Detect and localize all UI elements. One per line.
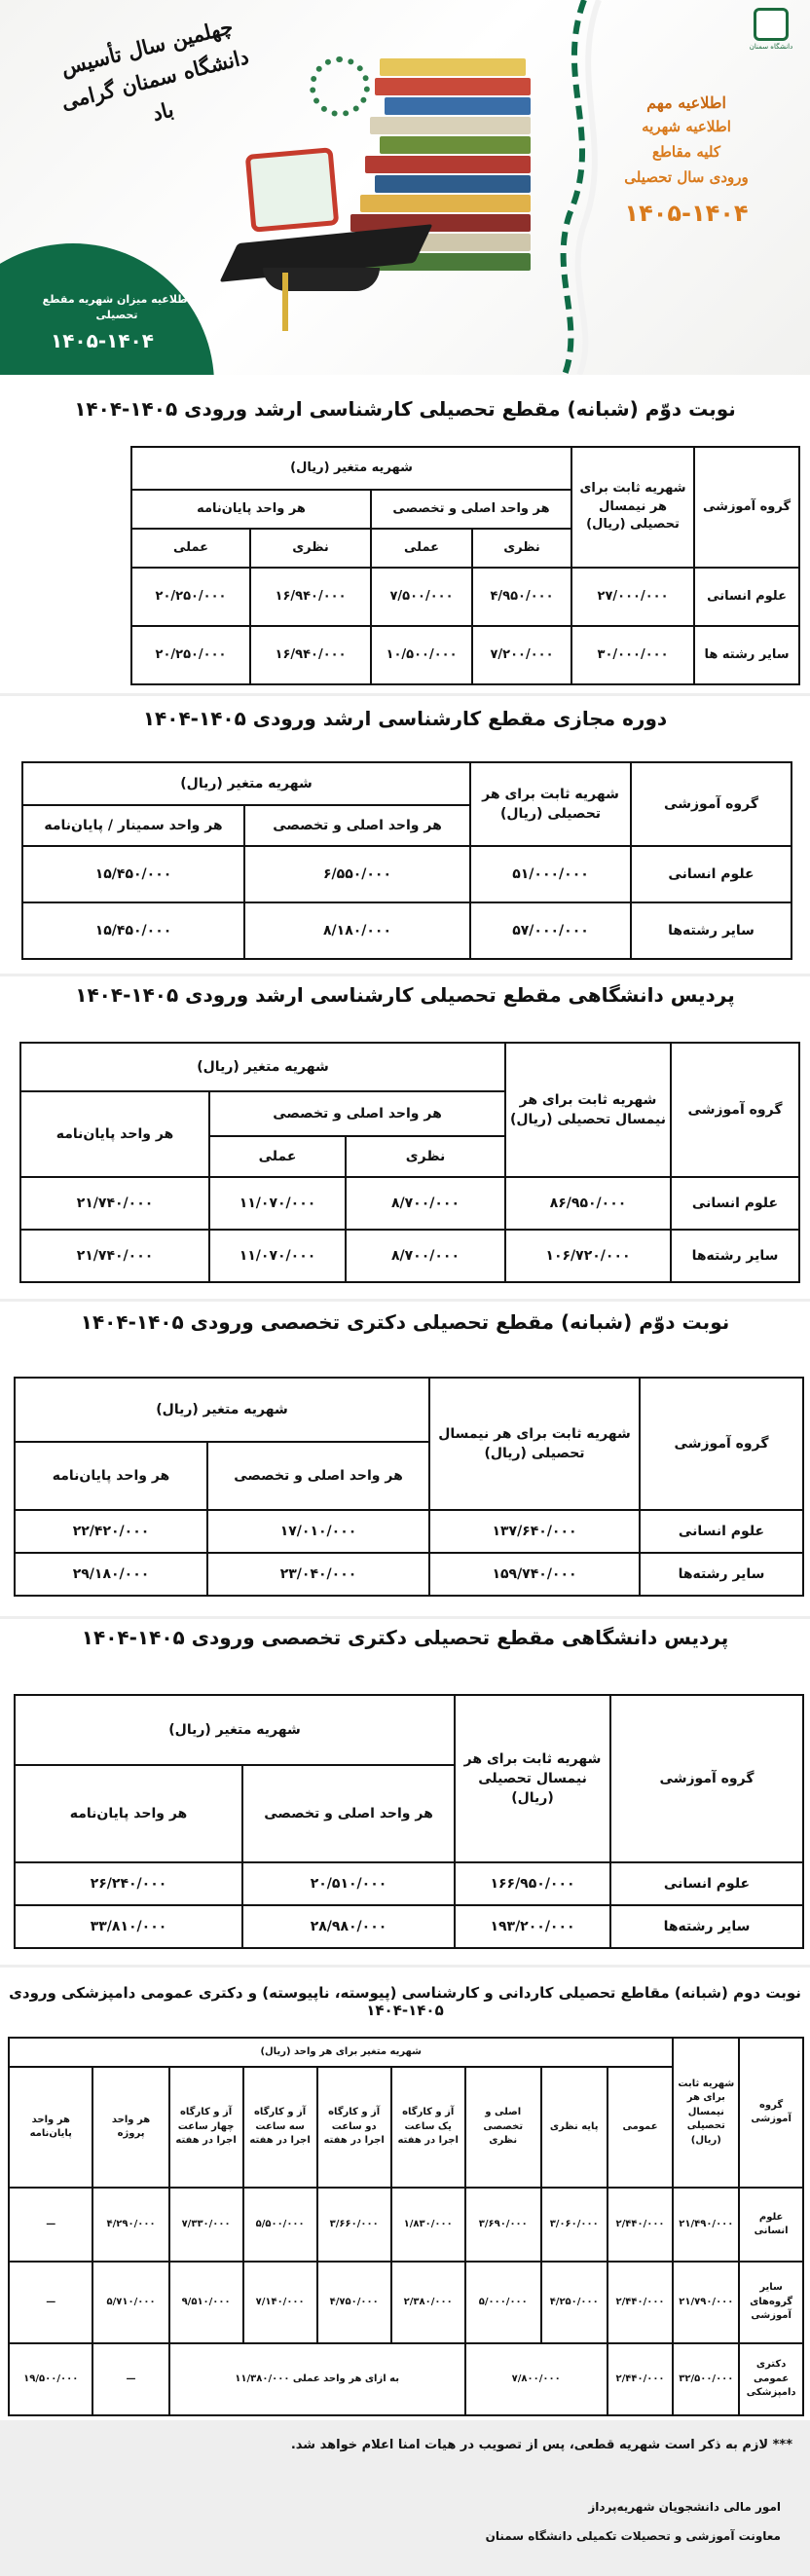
s6-vet-thesis: ۱۹/۵۰۰/۰۰۰ [9,2343,92,2415]
s6-vet-general: ۲/۴۴۰/۰۰۰ [608,2343,674,2415]
s6-vet-project: — [92,2343,168,2415]
s6-row2-thesis: — [9,2262,92,2343]
s1-row1-fixed: ۲۷/۰۰۰/۰۰۰ [571,568,694,626]
s4-row1-thesis: ۲۲/۴۲۰/۰۰۰ [15,1510,207,1553]
table-row [15,1510,803,1553]
s1-row2-thesis-practical: ۲۰/۲۵۰/۰۰۰ [131,626,250,684]
s6-vet-group: دکتری عمومی دامپزشکی [739,2343,803,2415]
s2-header-main: هر واحد اصلی و تخصصی [244,805,470,846]
s5-row1-fixed: ۱۶۶/۹۵۰/۰۰۰ [455,1862,610,1905]
s1-row1-thesis-practical: ۲۰/۲۵۰/۰۰۰ [131,568,250,626]
table-row [15,1862,803,1905]
table-row [9,2262,803,2343]
s1-row2-fixed: ۳۰/۰۰۰/۰۰۰ [571,626,694,684]
section6-table [8,2037,804,2416]
s2-header-seminar: هر واحد سمینار / پایان‌نامه [22,805,244,846]
section4-title: نوبت دوّم (شبانه) مقطع تحصیلی دکتری تخصصی ورودی ۱۴۰۵-۱۴۰۴ [80,1310,730,1334]
s2-row2-fixed: ۵۷/۰۰۰/۰۰۰ [470,902,631,959]
s6-col-project: هر واحد پروژه [92,2067,168,2188]
s2-row1-seminar: ۱۵/۴۵۰/۰۰۰ [22,846,244,902]
s1-header-thesis: هر واحد پایان‌نامه [131,490,371,529]
ribbon-icon [545,0,613,375]
table-row [20,1230,799,1282]
s5-header-group: گروه آموزشی [610,1695,803,1862]
s6-row2-group: سایر گروه‌های آموزشی [739,2262,803,2343]
section6-title: نوبت دوم (شبانه) مقاطع تحصیلی کاردانی و کارشناسی (پیوسته، ناپیوسته) و دکتری عمومی دامپزشکی ورودی ۱۴۰۵-۱۴۰۴ [9,1984,801,2019]
s5-row2-group: سایر رشته‌ها [610,1905,803,1948]
s4-row2-thesis: ۲۹/۱۸۰/۰۰۰ [15,1553,207,1596]
s2-row1-fixed: ۵۱/۰۰۰/۰۰۰ [470,846,631,902]
s6-row2-general: ۲/۴۴۰/۰۰۰ [608,2262,674,2343]
s6-col-lab-3h: آز و کارگاه سه ساعت اجرا در هفته [243,2067,317,2188]
section1-title: نوبت دوّم (شبانه) مقطع تحصیلی کارشناسی ارشد ورودی ۱۴۰۵-۱۴۰۴ [74,397,736,421]
s6-row2-fixed: ۲۱/۷۹۰/۰۰۰ [673,2262,739,2343]
table-row [22,902,792,959]
s6-col-lab-1h: آز و کارگاه یک ساعت اجرا در هفته [391,2067,465,2188]
s6-col-lab-2h: آز و کارگاه دو ساعت اجرا در هفته [317,2067,391,2188]
table-row [15,1905,803,1948]
s1-header-fixed: شهریه ثابت برای هر نیمسال تحصیلی (ریال) [571,447,694,568]
s5-row2-thesis: ۳۳/۸۱۰/۰۰۰ [15,1905,242,1948]
s6-row2-basic-theory: ۴/۲۵۰/۰۰۰ [541,2262,608,2343]
s6-row2-main-theory: ۵/۰۰۰/۰۰۰ [465,2262,541,2343]
s6-row1-project: ۴/۲۹۰/۰۰۰ [92,2188,168,2262]
s3-header-variable: شهریه متغیر (ریال) [20,1043,505,1091]
s4-row1-fixed: ۱۳۷/۶۴۰/۰۰۰ [429,1510,640,1553]
s6-row2-lab-2h: ۴/۷۵۰/۰۰۰ [317,2262,391,2343]
s5-header-fixed: شهریه ثابت برای هر نیمسال تحصیلی (ریال) [455,1695,610,1862]
s6-row1-fixed: ۲۱/۴۹۰/۰۰۰ [673,2188,739,2262]
s6-row1-general: ۲/۴۴۰/۰۰۰ [608,2188,674,2262]
announcement-years: ۱۴۰۵-۱۴۰۴ [624,200,749,227]
section-divider [0,1965,810,1968]
s6-header-variable: شهریه متغیر برای هر واحد (ریال) [9,2038,673,2067]
banner-title: چهلمین سال تأسیس دانشگاه سمنان گرامی باد [58,14,251,126]
banner-subtitle: اطلاعیه میزان شهریه مقطع تحصیلی [42,293,192,321]
s6-row2-lab-3h: ۷/۱۴۰/۰۰۰ [243,2262,317,2343]
s2-row2-main: ۸/۱۸۰/۰۰۰ [244,902,470,959]
section1-table [18,446,800,685]
s6-row1-thesis: — [9,2188,92,2262]
s6-row1-main-theory: ۳/۶۹۰/۰۰۰ [465,2188,541,2262]
s4-row1-group: علوم انسانی [640,1510,803,1553]
section4-table [14,1377,804,1597]
s4-row2-fixed: ۱۵۹/۷۴۰/۰۰۰ [429,1553,640,1596]
s2-row2-group: سایر رشته‌ها [631,902,792,959]
s3-row2-thesis: ۲۱/۷۴۰/۰۰۰ [20,1230,209,1282]
s1-row2-main-theory: ۷/۲۰۰/۰۰۰ [472,626,571,684]
footer-signature-line1: امور مالی دانشجویان شهریه‌پرداز [588,2500,781,2514]
s2-row1-group: علوم انسانی [631,846,792,902]
s5-row2-main: ۲۸/۹۸۰/۰۰۰ [242,1905,455,1948]
s5-header-thesis: هر واحد پایان‌نامه [15,1765,242,1862]
table-row [22,846,792,902]
s4-header-fixed: شهریه ثابت برای هر نیمسال تحصیلی (ریال) [429,1378,640,1510]
s2-header-fixed: شهریه ثابت برای هر تحصیلی (ریال) [470,762,631,846]
section2-table [21,761,792,960]
s5-row2-fixed: ۱۹۳/۲۰۰/۰۰۰ [455,1905,610,1948]
s1-row1-main-theory: ۴/۹۵۰/۰۰۰ [472,568,571,626]
tassel-icon [282,273,288,331]
s1-header-group: گروه آموزشی [694,447,799,568]
footer-note: *** لازم به ذکر است شهریه قطعی، پس از تصویب در هیات امنا اعلام خواهد شد. [290,2438,792,2452]
s6-col-basic-theory: پایه نظری [541,2067,608,2188]
s6-row1-lab-3h: ۵/۵۰۰/۰۰۰ [243,2188,317,2262]
s6-vet-fixed: ۳۲/۵۰۰/۰۰۰ [673,2343,739,2415]
announcement-panel [608,92,764,227]
s1-row1-main-practical: ۷/۵۰۰/۰۰۰ [371,568,472,626]
s1-header-main-theory: نظری [472,529,571,568]
section3-table [19,1042,800,1283]
s6-row1-lab-1h: ۱/۸۳۰/۰۰۰ [391,2188,465,2262]
s4-header-main: هر واحد اصلی و تخصصی [207,1442,429,1510]
s6-row2-project: ۵/۷۱۰/۰۰۰ [92,2262,168,2343]
section2-title: دوره مجازی مقطع کارشناسی ارشد ورودی ۱۴۰۵-۱۴۰۴ [142,707,668,730]
s1-row1-group: علوم انسانی [694,568,799,626]
s3-row1-practical: ۱۱/۰۷۰/۰۰۰ [209,1177,346,1230]
s6-row2-lab-4h: ۹/۵۱۰/۰۰۰ [169,2262,243,2343]
table-row [9,2343,803,2415]
s3-header-main: هر واحد اصلی و تخصصی [209,1091,505,1136]
table-row [9,2188,803,2262]
table-row [15,1553,803,1596]
s4-header-thesis: هر واحد پایان‌نامه [15,1442,207,1510]
university-logo-text: دانشگاه سمنان [749,43,793,51]
s6-col-general: عمومی [608,2067,674,2188]
s3-header-thesis: هر واحد پایان‌نامه [20,1091,209,1177]
s4-row1-main: ۱۷/۰۱۰/۰۰۰ [207,1510,429,1553]
table-row [18,568,799,626]
s6-row2-lab-1h: ۲/۳۸۰/۰۰۰ [391,2262,465,2343]
s3-row2-practical: ۱۱/۰۷۰/۰۰۰ [209,1230,346,1282]
s1-header-thesis-theory: نظری [250,529,371,568]
s4-row2-main: ۲۳/۰۴۰/۰۰۰ [207,1553,429,1596]
table-row [18,626,799,684]
announcement-line2: اطلاعیه شهریه [642,118,731,135]
s1-row1-thesis-theory: ۱۶/۹۴۰/۰۰۰ [250,568,371,626]
section5-table [14,1694,804,1949]
announcement-line1: اطلاعیه مهم [646,93,726,112]
s6-col-thesis: هر واحد پایان‌نامه [9,2067,92,2188]
section-divider [0,693,810,696]
s6-header-fixed: شهریه ثابت برای هر نیمسال تحصیلی (ریال) [673,2038,739,2188]
s5-row1-group: علوم انسانی [610,1862,803,1905]
s1-header-main-practical: عملی [371,529,472,568]
s6-col-main-theory: اصلی و تخصصی نظری [465,2067,541,2188]
section-divider [0,1616,810,1619]
s4-header-variable: شهریه متغیر (ریال) [15,1378,429,1442]
university-logo [740,8,802,76]
s1-header-thesis-practical: عملی [131,529,250,568]
footer-signature-line2: معاونت آموزشی و تحصیلات تکمیلی دانشگاه سمنان [485,2529,781,2543]
s5-header-main: هر واحد اصلی و تخصصی [242,1765,455,1862]
s3-row1-fixed: ۸۶/۹۵۰/۰۰۰ [505,1177,671,1230]
section-divider [0,1299,810,1302]
s5-row1-main: ۲۰/۵۱۰/۰۰۰ [242,1862,455,1905]
s3-header-practical: عملی [209,1136,346,1177]
s3-header-group: گروه آموزشی [671,1043,799,1177]
university-logo-icon [754,8,789,41]
s4-row2-group: سایر رشته‌ها [640,1553,803,1596]
section-divider [0,974,810,976]
s1-row2-thesis-theory: ۱۶/۹۴۰/۰۰۰ [250,626,371,684]
s2-row2-seminar: ۱۵/۴۵۰/۰۰۰ [22,902,244,959]
s6-vet-practical: به ازای هر واحد عملی ۱۱/۳۸۰/۰۰۰ [169,2343,465,2415]
section5-title: پردیس دانشگاهی مقطع تحصیلی دکتری تخصصی ورودی ۱۴۰۵-۱۴۰۴ [81,1626,729,1649]
s6-header-group: گروه آموزشی [739,2038,803,2188]
s3-row1-thesis: ۲۱/۷۴۰/۰۰۰ [20,1177,209,1230]
announcement-line3: کلیه مقاطع [651,143,720,161]
s1-header-variable: شهریه متغیر (ریال) [131,447,571,490]
s3-row1-theory: ۸/۷۰۰/۰۰۰ [346,1177,505,1230]
s1-header-main: هر واحد اصلی و تخصصی [371,490,571,529]
s3-row2-group: سایر رشته‌ها [671,1230,799,1282]
s3-row2-fixed: ۱۰۶/۷۲۰/۰۰۰ [505,1230,671,1282]
s2-header-variable: شهریه متغیر (ریال) [22,762,470,805]
s1-row2-group: سایر رشته ها [694,626,799,684]
s6-row1-lab-2h: ۳/۶۶۰/۰۰۰ [317,2188,391,2262]
s3-row2-theory: ۸/۷۰۰/۰۰۰ [346,1230,505,1282]
s5-header-variable: شهریه متغیر (ریال) [15,1695,455,1765]
header-banner [0,0,810,375]
s6-row1-group: علوم انسانی [739,2188,803,2262]
s4-header-group: گروه آموزشی [640,1378,803,1510]
s3-header-fixed: شهریه ثابت برای هر نیمسال تحصیلی (ریال) [505,1043,671,1177]
s5-row1-thesis: ۲۶/۲۴۰/۰۰۰ [15,1862,242,1905]
s2-header-group: گروه آموزشی [631,762,792,846]
s3-row1-group: علوم انسانی [671,1177,799,1230]
announcement-line4: ورودی سال تحصیلی [624,168,749,186]
banner-years-left: ۱۴۰۵-۱۴۰۴ [51,329,154,352]
s3-header-theory: نظری [346,1136,505,1177]
s6-row1-basic-theory: ۳/۰۶۰/۰۰۰ [541,2188,608,2262]
s1-row2-main-practical: ۱۰/۵۰۰/۰۰۰ [371,626,472,684]
s6-vet-theory: ۷/۸۰۰/۰۰۰ [465,2343,608,2415]
s6-row1-lab-4h: ۷/۳۳۰/۰۰۰ [169,2188,243,2262]
table-row [20,1177,799,1230]
section3-title: پردیس دانشگاهی مقطع تحصیلی کارشناسی ارشد ورودی ۱۴۰۵-۱۴۰۴ [75,983,735,1007]
s2-row1-main: ۶/۵۵۰/۰۰۰ [244,846,470,902]
footer [0,2420,810,2576]
s6-col-lab-4h: آز و کارگاه چهار ساعت اجرا در هفته [169,2067,243,2188]
